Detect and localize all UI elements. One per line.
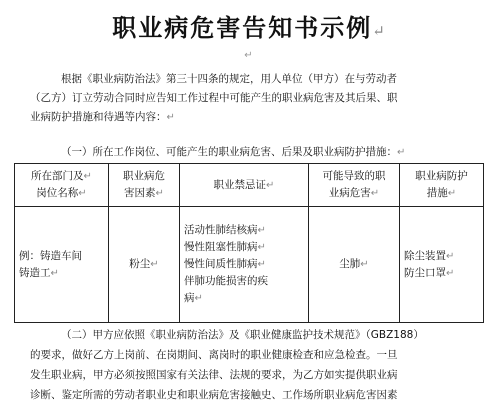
title-text: 职业病危害告知书示例 bbox=[112, 13, 373, 42]
section2-line-4: 诊断、鉴定所需的劳动者职业史和职业病危害接触史、工作场所职业病危害因素 bbox=[30, 389, 398, 401]
section1-heading: （一）所在工作岗位、可能产生的职业病危害、后果及职业病防护措施：↵ bbox=[61, 146, 406, 158]
intro-line-3: 业病防护措施和待遇等内容：↵ bbox=[30, 111, 175, 123]
cell-hazard-factor: 粉尘↵ bbox=[109, 207, 180, 323]
cell-possible-disease: 尘肺↵ bbox=[309, 207, 400, 323]
paragraph-mark: ↵ bbox=[372, 22, 385, 40]
paragraph-mark: ↵ bbox=[244, 50, 253, 61]
intro-line-2: （乙方）订立劳动合同时应告知工作过程中可能产生的职业病危害及其后果、职 bbox=[30, 92, 398, 104]
section2-line-3: 发生职业病，甲方必须按照国家有关法律、法规的要求，为乙方如实提供职业病 bbox=[30, 369, 398, 381]
table-header-row bbox=[15, 164, 484, 207]
document-title bbox=[0, 8, 497, 43]
intro-line-1: 根据《职业病防治法》第三十四条的规定，用人单位（甲方）在与劳动者 bbox=[61, 73, 397, 85]
header-protection: 职业病防护 措施↵ bbox=[400, 164, 484, 207]
header-department: 所在部门及↵ 岗位名称↵ bbox=[15, 164, 109, 207]
header-hazard-factor: 职业病危 害因素↵ bbox=[109, 164, 180, 207]
header-contraindication: 职业禁忌证↵ bbox=[180, 164, 309, 207]
section2-line-2: 的要求，做好乙方上岗前、在岗期间、离岗时的职业健康检查和应急检查。一旦 bbox=[30, 349, 398, 361]
cell-department: 例：铸造车间 铸造工↵ bbox=[15, 207, 109, 323]
hazard-table bbox=[14, 163, 484, 323]
table-row bbox=[15, 207, 484, 323]
paragraph-mark: ↵ bbox=[397, 147, 406, 158]
paragraph-mark: ↵ bbox=[166, 112, 175, 123]
section2-line-1: （二）甲方应依照《职业病防治法》及《职业健康监护技术规范》（GBZ188） bbox=[61, 329, 424, 341]
blank-line-mark bbox=[0, 50, 497, 61]
cell-protection: 除尘装置↵ 防尘口罩↵ bbox=[400, 207, 484, 323]
cell-contraindication: 活动性肺结核病↵ 慢性阻塞性肺病↵ 慢性间质性肺病↵ 伴肺功能损害的疾 病↵ bbox=[180, 207, 309, 323]
header-possible-disease: 可能导致的职 业病危害↵ bbox=[309, 164, 400, 207]
